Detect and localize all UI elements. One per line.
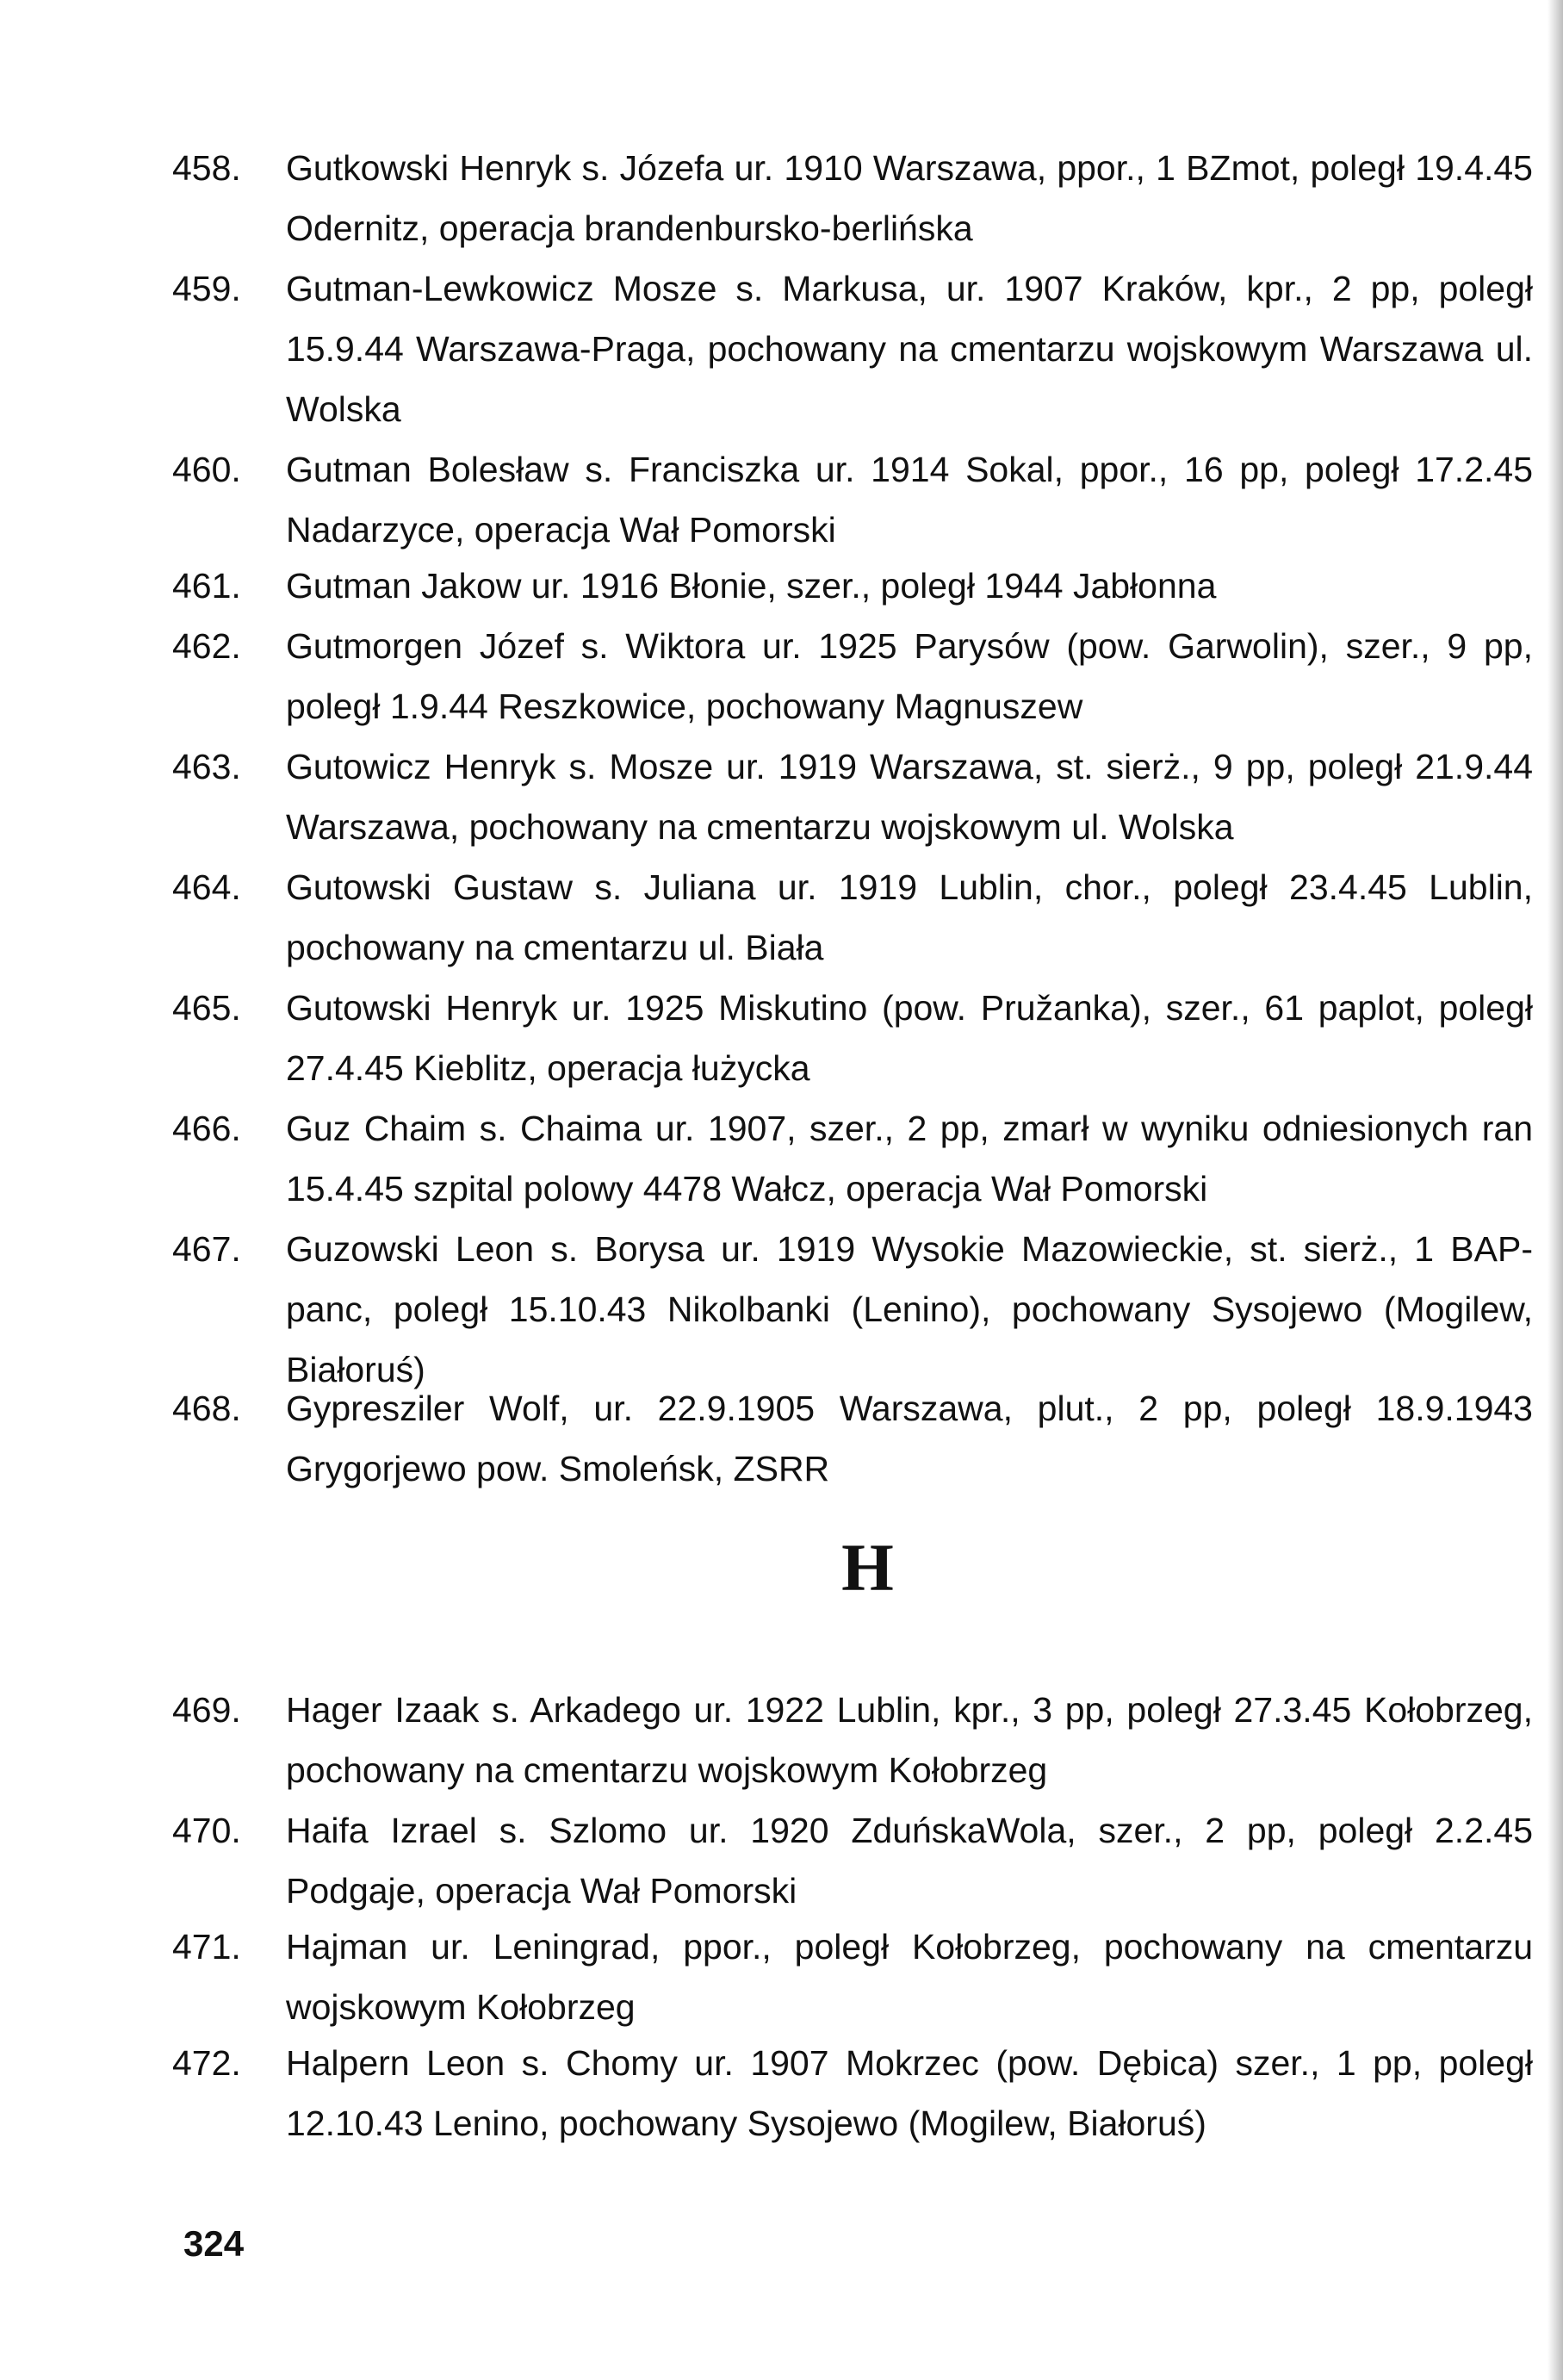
entry-text: Haifa Izrael s. Szlomo ur. 1920 ZduńskaWola, szer., 2 pp, poległ 2.2.45 Podgaje, operacja Wał Pomorski — [286, 1811, 1533, 1911]
entry-text: Gypresziler Wolf, ur. 22.9.1905 Warszawa, plut., 2 pp, poległ 18.9.1943 Grygorjewo pow. Smoleńsk, ZSRR — [286, 1389, 1533, 1488]
entry-number: 463. — [172, 747, 241, 786]
entry-number: 462. — [172, 626, 241, 666]
entry-text: Gutman Jakow ur. 1916 Błonie, szer., poległ 1944 Jabłonna — [286, 566, 1217, 606]
entry-text: Gutowicz Henryk s. Mosze ur. 1919 Warszawa, st. sierż., 9 pp, poległ 21.9.44 Warszawa, pochowany na cmentarzu wojskowym ul. Wolska — [286, 747, 1533, 847]
entry-number: 465. — [172, 988, 241, 1028]
entry-number: 466. — [172, 1109, 241, 1148]
entry-number: 468. — [172, 1389, 241, 1428]
entry-text: Gutkowski Henryk s. Józefa ur. 1910 Warszawa, ppor., 1 BZmot, poległ 19.4.45 Odernitz, operacja brandenbursko-berlińska — [286, 148, 1533, 248]
entry-number: 459. — [172, 269, 241, 308]
page-edge-shadow — [1547, 0, 1563, 2380]
entry-number: 467. — [172, 1229, 241, 1269]
entry-text: Gutowski Gustaw s. Juliana ur. 1919 Lublin, chor., poległ 23.4.45 Lublin, pochowany na cmentarzu ul. Biała — [286, 867, 1533, 967]
entry-text: Guz Chaim s. Chaima ur. 1907, szer., 2 pp, zmarł w wyniku odniesionych ran 15.4.45 szpital polowy 4478 Wałcz, operacja Wał Pomorski — [286, 1109, 1533, 1209]
entry-number: 464. — [172, 867, 241, 907]
entry-number: 460. — [172, 450, 241, 489]
entry-text: Guzowski Leon s. Borysa ur. 1919 Wysokie Mazowieckie, st. sierż., 1 BAP-panc, poległ 15.10.43 Nikolbanki (Lenino), pochowany Sysojewo (Mogilew, Białoruś) — [286, 1229, 1533, 1389]
entry-text: Hager Izaak s. Arkadego ur. 1922 Lublin, kpr., 3 pp, poległ 27.3.45 Kołobrzeg, pochowany na cmentarzu wojskowym Kołobrzeg — [286, 1690, 1533, 1790]
entry-number: 458. — [172, 148, 241, 188]
entry-number: 469. — [172, 1690, 241, 1730]
entry-number: 461. — [172, 566, 241, 606]
entry-text: Halpern Leon s. Chomy ur. 1907 Mokrzec (pow. Dębica) szer., 1 pp, poległ 12.10.43 Lenino, pochowany Sysojewo (Mogilew, Białoruś) — [286, 2043, 1533, 2143]
entry-number: 470. — [172, 1811, 241, 1850]
entry-text: Gutowski Henryk ur. 1925 Miskutino (pow. Pružanka), szer., 61 paplot, poległ 27.4.45 Kieblitz, operacja łużycka — [286, 988, 1533, 1088]
entry-text: Gutman Bolesław s. Franciszka ur. 1914 Sokal, ppor., 16 pp, poległ 17.2.45 Nadarzyce, operacja Wał Pomorski — [286, 450, 1533, 550]
section-letter-heading: H — [841, 1530, 894, 1605]
entry-text: Hajman ur. Leningrad, ppor., poległ Kołobrzeg, pochowany na cmentarzu wojskowym Kołobrzeg — [286, 1927, 1533, 2027]
entry-text: Gutman-Lewkowicz Mosze s. Markusa, ur. 1907 Kraków, kpr., 2 pp, poległ 15.9.44 Warszawa-Praga, pochowany na cmentarzu wojskowym Warszawa ul. Wolska — [286, 269, 1533, 429]
entry-number: 471. — [172, 1927, 241, 1967]
entry-number: 472. — [172, 2043, 241, 2083]
entry-text: Gutmorgen Józef s. Wiktora ur. 1925 Parysów (pow. Garwolin), szer., 9 pp, poległ 1.9.44 Reszkowice, pochowany Magnuszew — [286, 626, 1533, 726]
page-number: 324 — [183, 2223, 245, 2264]
